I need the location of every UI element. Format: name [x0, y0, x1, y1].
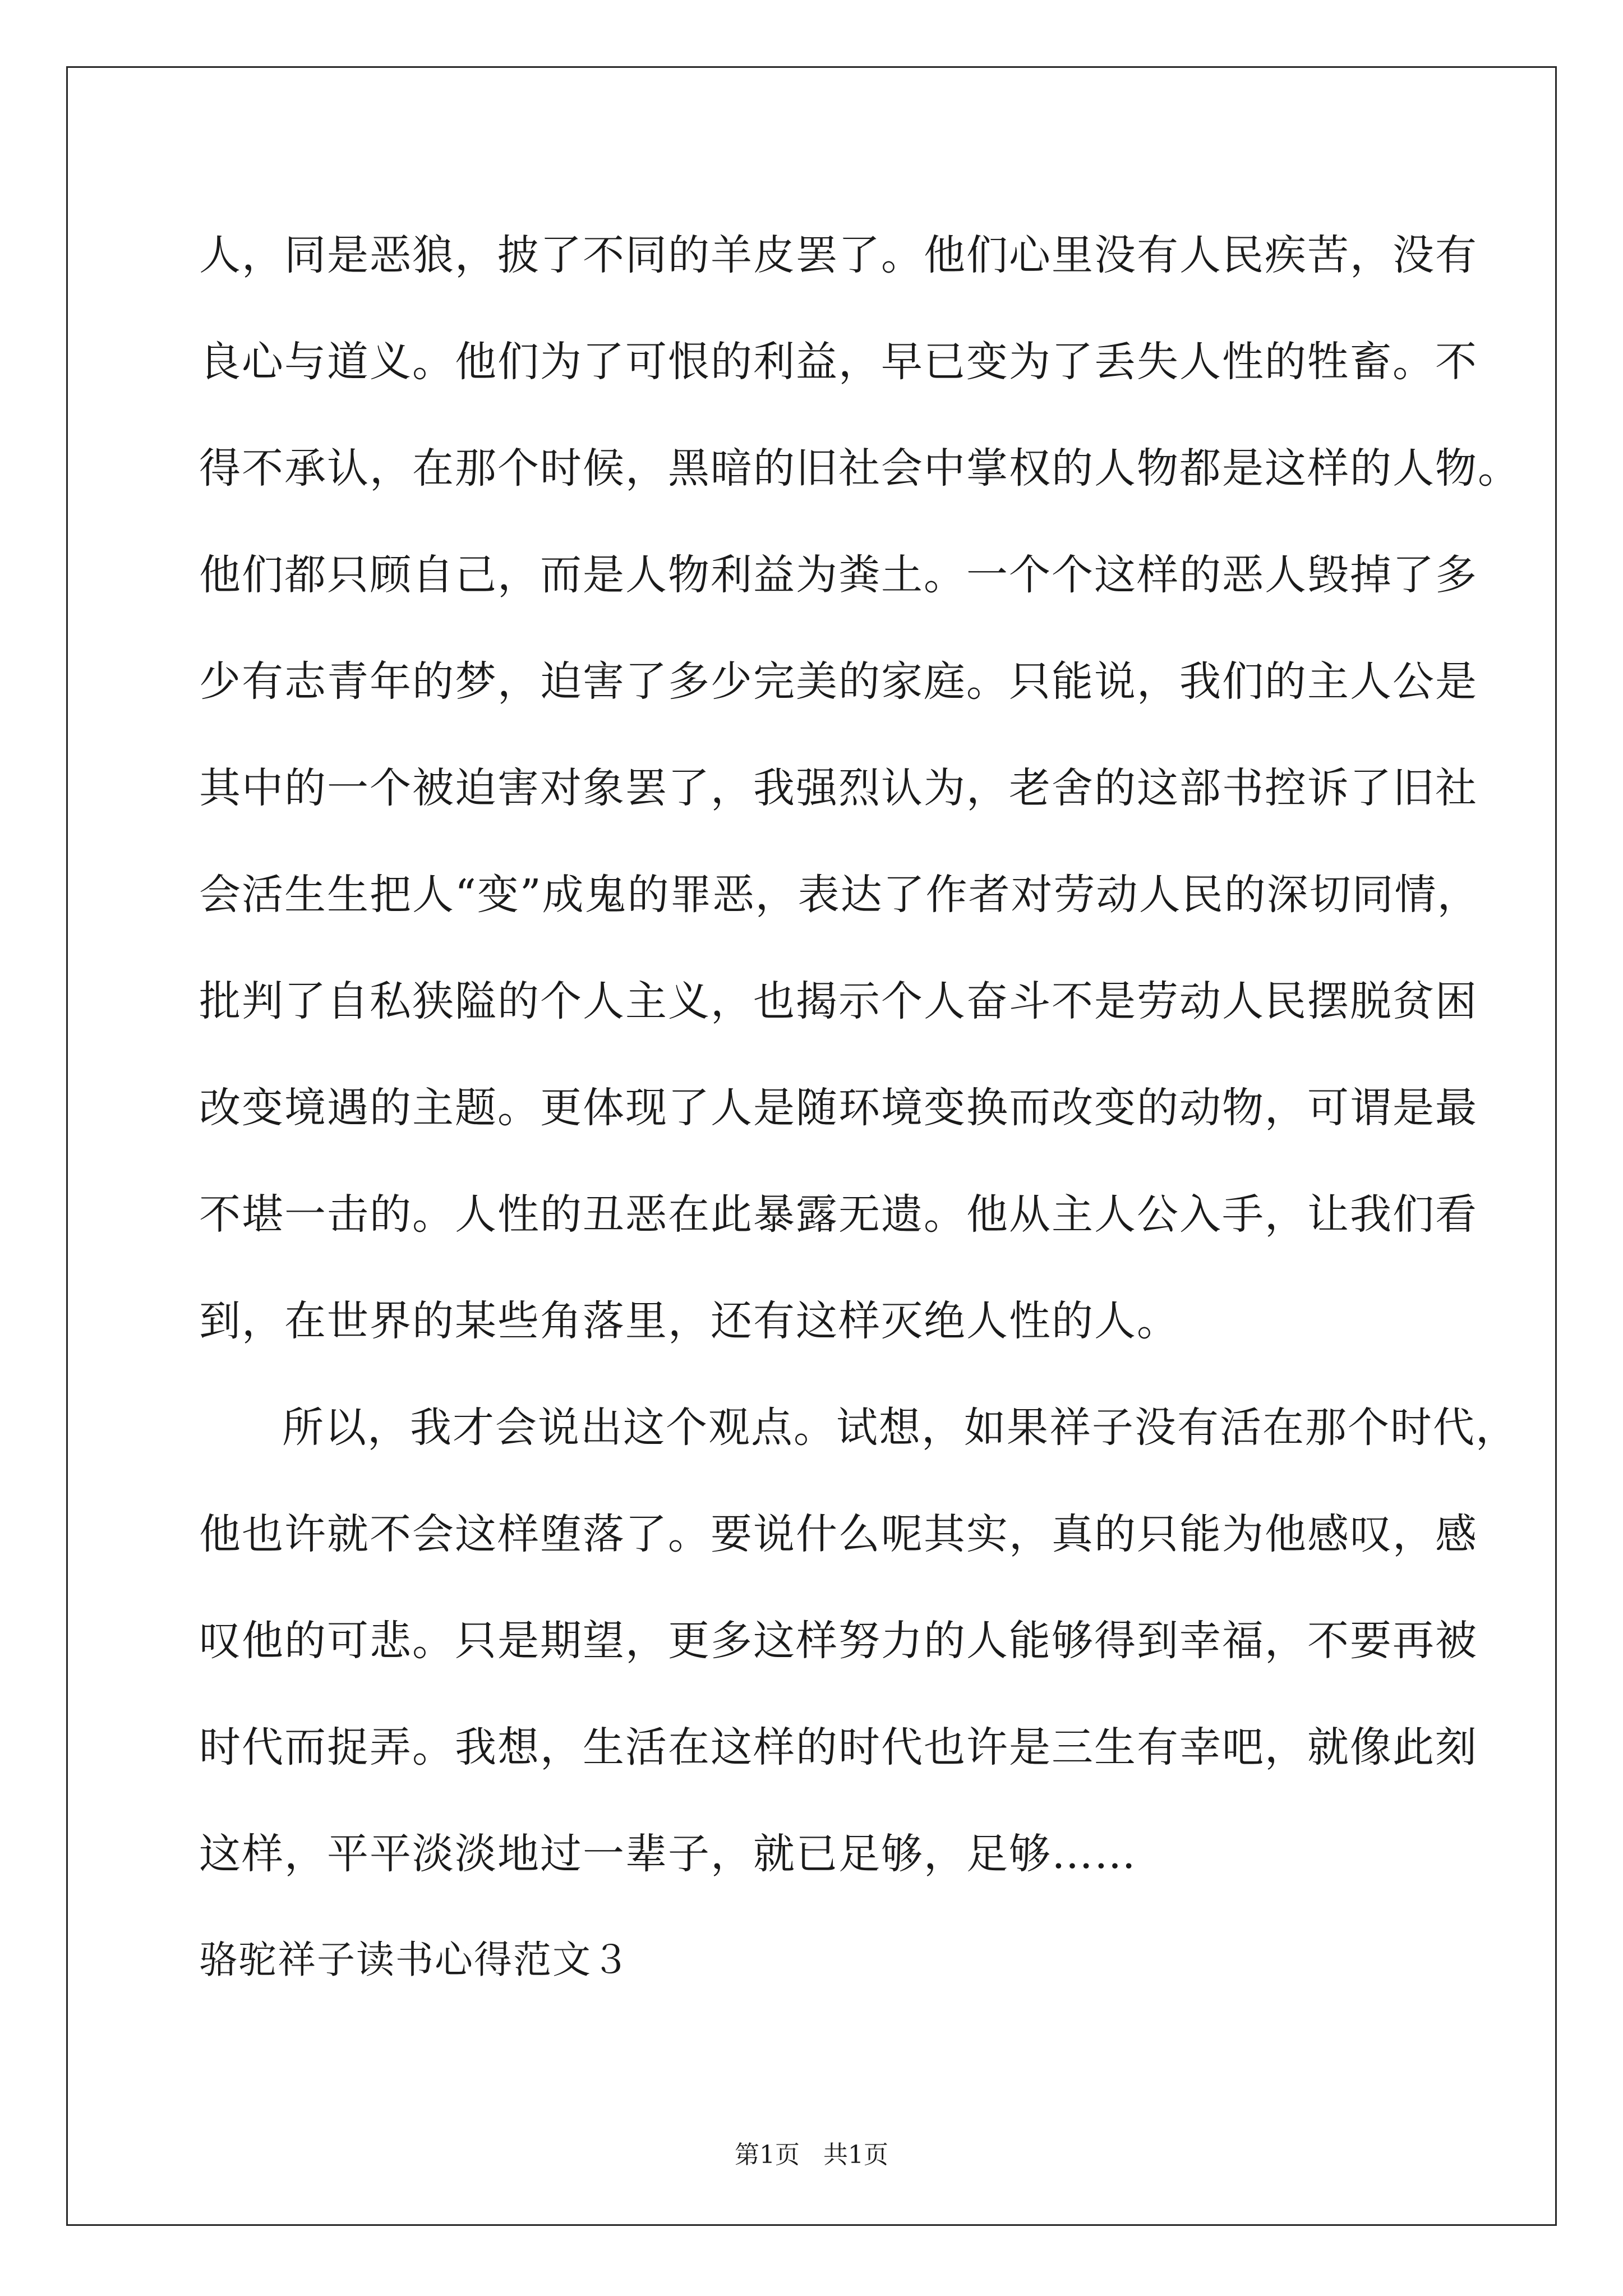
paragraph-line: 他也许就不会这样堕落了。要说什么呢其实，真的只能为他感叹，感 — [199, 1510, 1478, 1558]
section-heading: 骆驼祥子读书心得范文３ — [199, 1938, 631, 1982]
paragraph-line: 所以，我才会说出这个观点。试想，如果祥子没有活在那个时代， — [282, 1404, 1518, 1452]
paragraph-line: 到，在世界的某些角落里，还有这样灭绝人性的人。 — [199, 1297, 1179, 1345]
paragraph-line: 这样，平平淡淡地过一辈子，就已足够，足够…… — [199, 1830, 1137, 1878]
paragraph-line: 批判了自私狭隘的个人主义，也揭示个人奋斗不是劳动人民摆脱贫困 — [199, 977, 1478, 1025]
paragraph-line: 改变境遇的主题。更体现了人是随环境变换而改变的动物，可谓是最 — [199, 1084, 1478, 1132]
paragraph-line: 时代而捉弄。我想，生活在这样的时代也许是三生有幸吧，就像此刻 — [199, 1723, 1478, 1772]
paragraph-line: 良心与道义。他们为了可恨的利益，早已变为了丢失人性的牲畜。不 — [199, 338, 1478, 386]
paragraph-line: 人，同是恶狼，披了不同的羊皮罢了。他们心里没有人民疾苦，没有 — [199, 231, 1478, 279]
paragraph-line: 会活生生把人“变”成鬼的罪恶，表达了作者对劳动人民的深切同情， — [199, 871, 1480, 919]
paragraph-line: 得不承认，在那个时候，黑暗的旧社会中掌权的人物都是这样的人物。 — [199, 444, 1520, 493]
paragraph-line: 少有志青年的梦，迫害了多少完美的家庭。只能说，我们的主人公是 — [199, 657, 1478, 706]
document-body — [199, 202, 1520, 2014]
page-footer: 第1页 共1页 — [735, 2141, 888, 2169]
paragraph-line: 叹他的可悲。只是期望，更多这样努力的人能够得到幸福，不要再被 — [199, 1617, 1478, 1665]
paragraph-line: 其中的一个被迫害对象罢了，我强烈认为，老舍的这部书控诉了旧社 — [199, 764, 1478, 812]
paragraph-line: 他们都只顾自己，而是人物利益为粪土。一个个这样的恶人毁掉了多 — [199, 551, 1478, 599]
paragraph-line: 不堪一击的。人性的丑恶在此暴露无遗。他从主人公入手，让我们看 — [199, 1190, 1478, 1239]
